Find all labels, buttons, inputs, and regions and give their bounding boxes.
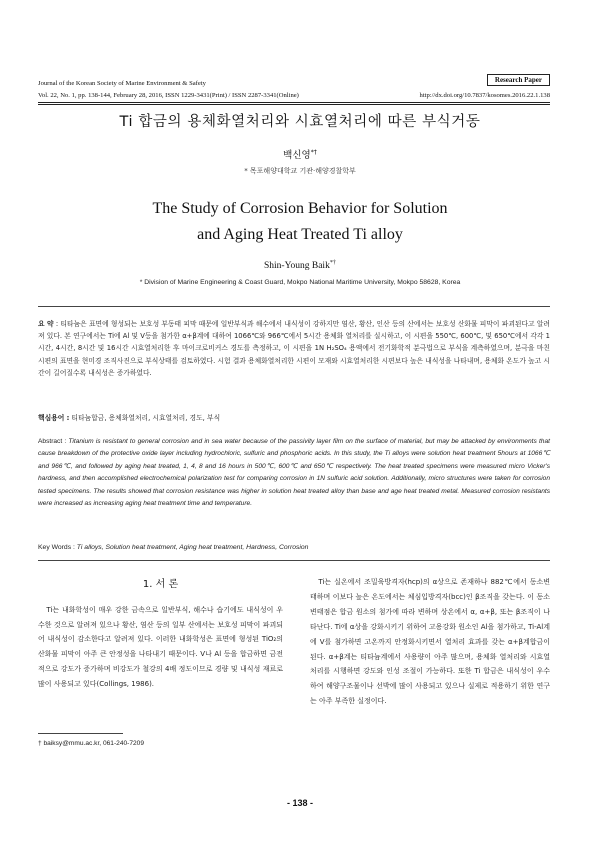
english-title-line2: and Aging Heat Treated Ti alloy xyxy=(197,226,403,243)
english-author-name: Shin-Young Baik xyxy=(264,261,330,272)
section-title-introduction: 1. 서 론 xyxy=(142,579,179,590)
english-affiliation: * Division of Marine Engineering & Coast Guard, Mokpo National Maritime University, Mokpo 58628, Korea xyxy=(139,279,461,286)
doi-link[interactable]: http://dx.doi.org/10.7837/kosomes.2016.22.1.138 xyxy=(419,92,550,99)
english-abstract-text: Titanium is resistant to general corrosion and in sea water because of the passivity layer film on the surface of material, but may be attacked by environments that cause breakdown of the protective oxide layer including hydrochloric, sulfuric and phosphoric acids. In this study, the Ti alloys were solution heat treatment 5hours at 1066℃ and 966℃, and followed by aging heat treated, 1, 4, 8 and 16 hours in 500℃, 600℃ and 650℃ respectively. The heat treated specimens were measured micro Vicker's hardness, and then accomplished electrochemical polarization test for comparing corrosion in 1N sulfuric acid solution. Additionally, micro structures were taken for corrosion tested specimens. The results showed that corrosion resistance was higher in solution heat treated alloy than base and age heat treated metal. Measured corrosion resistants were increased as increasing aging heat treatment time and temperature. xyxy=(38,438,550,508)
korean-affiliation: * 목포해양대학교 기관·해양경찰학부 xyxy=(244,167,356,175)
volume-info: Vol. 22, No. 1, pp. 138-144, February 28, 2016, ISSN 1229-3431(Print) / ISSN 2287-3341(Online) xyxy=(38,92,299,99)
footnote-rule xyxy=(38,733,123,734)
right-column-paragraph: Ti는 실온에서 조밀육방격자(hcp)의 α상으로 존재하나 882℃에서 동소변태하며 이보다 높은 온도에서는 체심입방격자(bcc)인 β조직을 갖는다. 이 동소변태점은 합금 원소의 첨가에 따라 변하며 상온에서 α, α+β, 또는 β조직이 나타난다. Ti에 α상을 강화시키기 위하여 고용강화 원소인 Al을 첨가하고, Ti-Al계에 V를 첨가하면 고온까지 안정화시키면서 열처리 효과를 갖는 α+β계합금이 된다. α+β계는 티타늄계에서 사용량이 아주 많으며, 용체화 열처리와 시효열처리를 시행하면 강도와 인성 조절이 가능하다. 또한 Ti 합금은 내식성이 우수하여 해양구조물이나 선박에 많이 사용되고 있으나 실제로 적용하기 위한 연구는 아주 부족한 실정이다. xyxy=(310,578,550,706)
korean-keywords xyxy=(38,412,550,422)
english-author xyxy=(0,260,600,271)
corresponding-author-footnote: † baiksy@mmu.ac.kr, 061-240-7209 xyxy=(38,740,145,747)
korean-author xyxy=(0,147,600,161)
abstract-top-rule xyxy=(38,306,550,307)
korean-abstract-label: 요 약 xyxy=(38,320,54,328)
english-abstract xyxy=(38,436,550,510)
page-number: - 138 - xyxy=(286,798,313,808)
english-author-mark: *† xyxy=(329,260,336,266)
korean-keywords-text: 티타늄합금, 용체화열처리, 시효열처리, 경도, 부식 xyxy=(71,414,221,422)
korean-abstract: 요 약 : 티타늄은 표면에 형성되는 보호성 부동태 피막 때문에 일반부식과 해수에서 내식성이 강하지만 염산, 황산, 인산 등의 산에서는 보호성 산화물 피막이 파괴된다고 알려져 있다. 본 연구에서는 Ti에 Al 및 V등을 첨가한 α+β계에 대하여 1066℃와 966℃에서 5시간 용체화 열처리를 실시하고, 이 시편을 550℃, 600℃, 및 650℃에서 각각 1시간, 4시간, 8시간 및 16시간 시효열처리한 후 마이크로비커스 경도를 측정하고, 이 시편을 1N H₂SO₄ 용액에서 전기화학적 분극법으로 부식을 계측하였으며, 분극을 마친 시편의 표면을 현미경 조직사진으로 부식상태를 검토하였다. 시험 결과 용체화열처리한 시편이 모재와 시효열처리한 시편보다 높은 내식성을 나타내며, 용체화 온도가 높고 시간이 길어질수록 내식성은 증가하였다. xyxy=(38,320,550,377)
korean-abstract-text: 티타늄은 표면에 형성되는 보호성 부동태 피막 때문에 일반부식과 해수에서 내식성이 강하지만 염산, 황산, 인산 등의 산에서는 보호성 산화물 피막이 파괴된다고 알려져 있다. 본 연구에서는 Ti에 Al 및 V등을 첨가한 α+β계에 대하여 1066℃와 966℃에서 5시간 용체화 열처리를 실시하고, 이 시편을 550℃, 600℃, 및 650℃에서 각각 1시간, 4시간, 8시간 및 16시간 시효열처리한 후 마이크로비커스 경도를 측정하고, 이 시편을 1N H₂SO₄ 용액에서 전기화학적 분극법으로 부식을 계측하였으며, 분극을 마친 시편의 표면을 현미경 조직사진으로 부식상태를 검토하였다. 시험 결과 용체화열처리한 시편이 모재와 시효열처리한 시편보다 높은 내식성을 나타내며, 용체화 온도가 높고 시간이 길어질수록 내식성은 증가하였다. xyxy=(38,320,550,377)
english-keywords xyxy=(38,544,550,551)
korean-author-mark: *† xyxy=(310,148,317,156)
english-title xyxy=(0,196,600,248)
english-title-line1: The Study of Corrosion Behavior for Solution xyxy=(152,200,448,217)
english-abstract-label: Abstract : xyxy=(38,438,67,445)
header-rule xyxy=(38,102,550,103)
korean-title: Ti 합금의 용체화열처리와 시효열처리에 따른 부식거동 xyxy=(119,114,481,130)
english-keywords-text: Ti alloys, Solution heat treatment, Aging heat treatment, Hardness, Corrosion xyxy=(76,544,309,551)
abstract-bottom-rule xyxy=(38,560,550,561)
journal-name: Journal of the Korean Society of Marine Environment & Safety xyxy=(38,80,206,87)
korean-author-name: 백신영 xyxy=(283,150,311,161)
header-rule-double xyxy=(38,104,550,105)
english-keywords-label: Key Words : xyxy=(38,544,75,551)
left-column-paragraph: Ti는 내화학성이 매우 강한 금속으로 일반부식, 해수나 습기에도 내식성이 우수한 것으로 알려져 있으나 황산, 염산 등의 일부 산에서는 보호성 피막이 파괴되어 내식성이 감소한다고 알려져 있다. 이러한 내화학성은 표면에 형성된 TiO₂의 산화물 피막이 아주 큰 안정성을 나타내기 때문이다. V나 Al 등을 합금하면 금전적으로 강도가 증가하며 비강도가 철강의 4배 정도이므로 경량 및 내식성 재료로 많이 사용되고 있다(Collings, 1986). xyxy=(38,606,283,688)
research-paper-badge: Research Paper xyxy=(487,74,550,86)
korean-keywords-label: 핵심용어 : xyxy=(38,414,70,422)
